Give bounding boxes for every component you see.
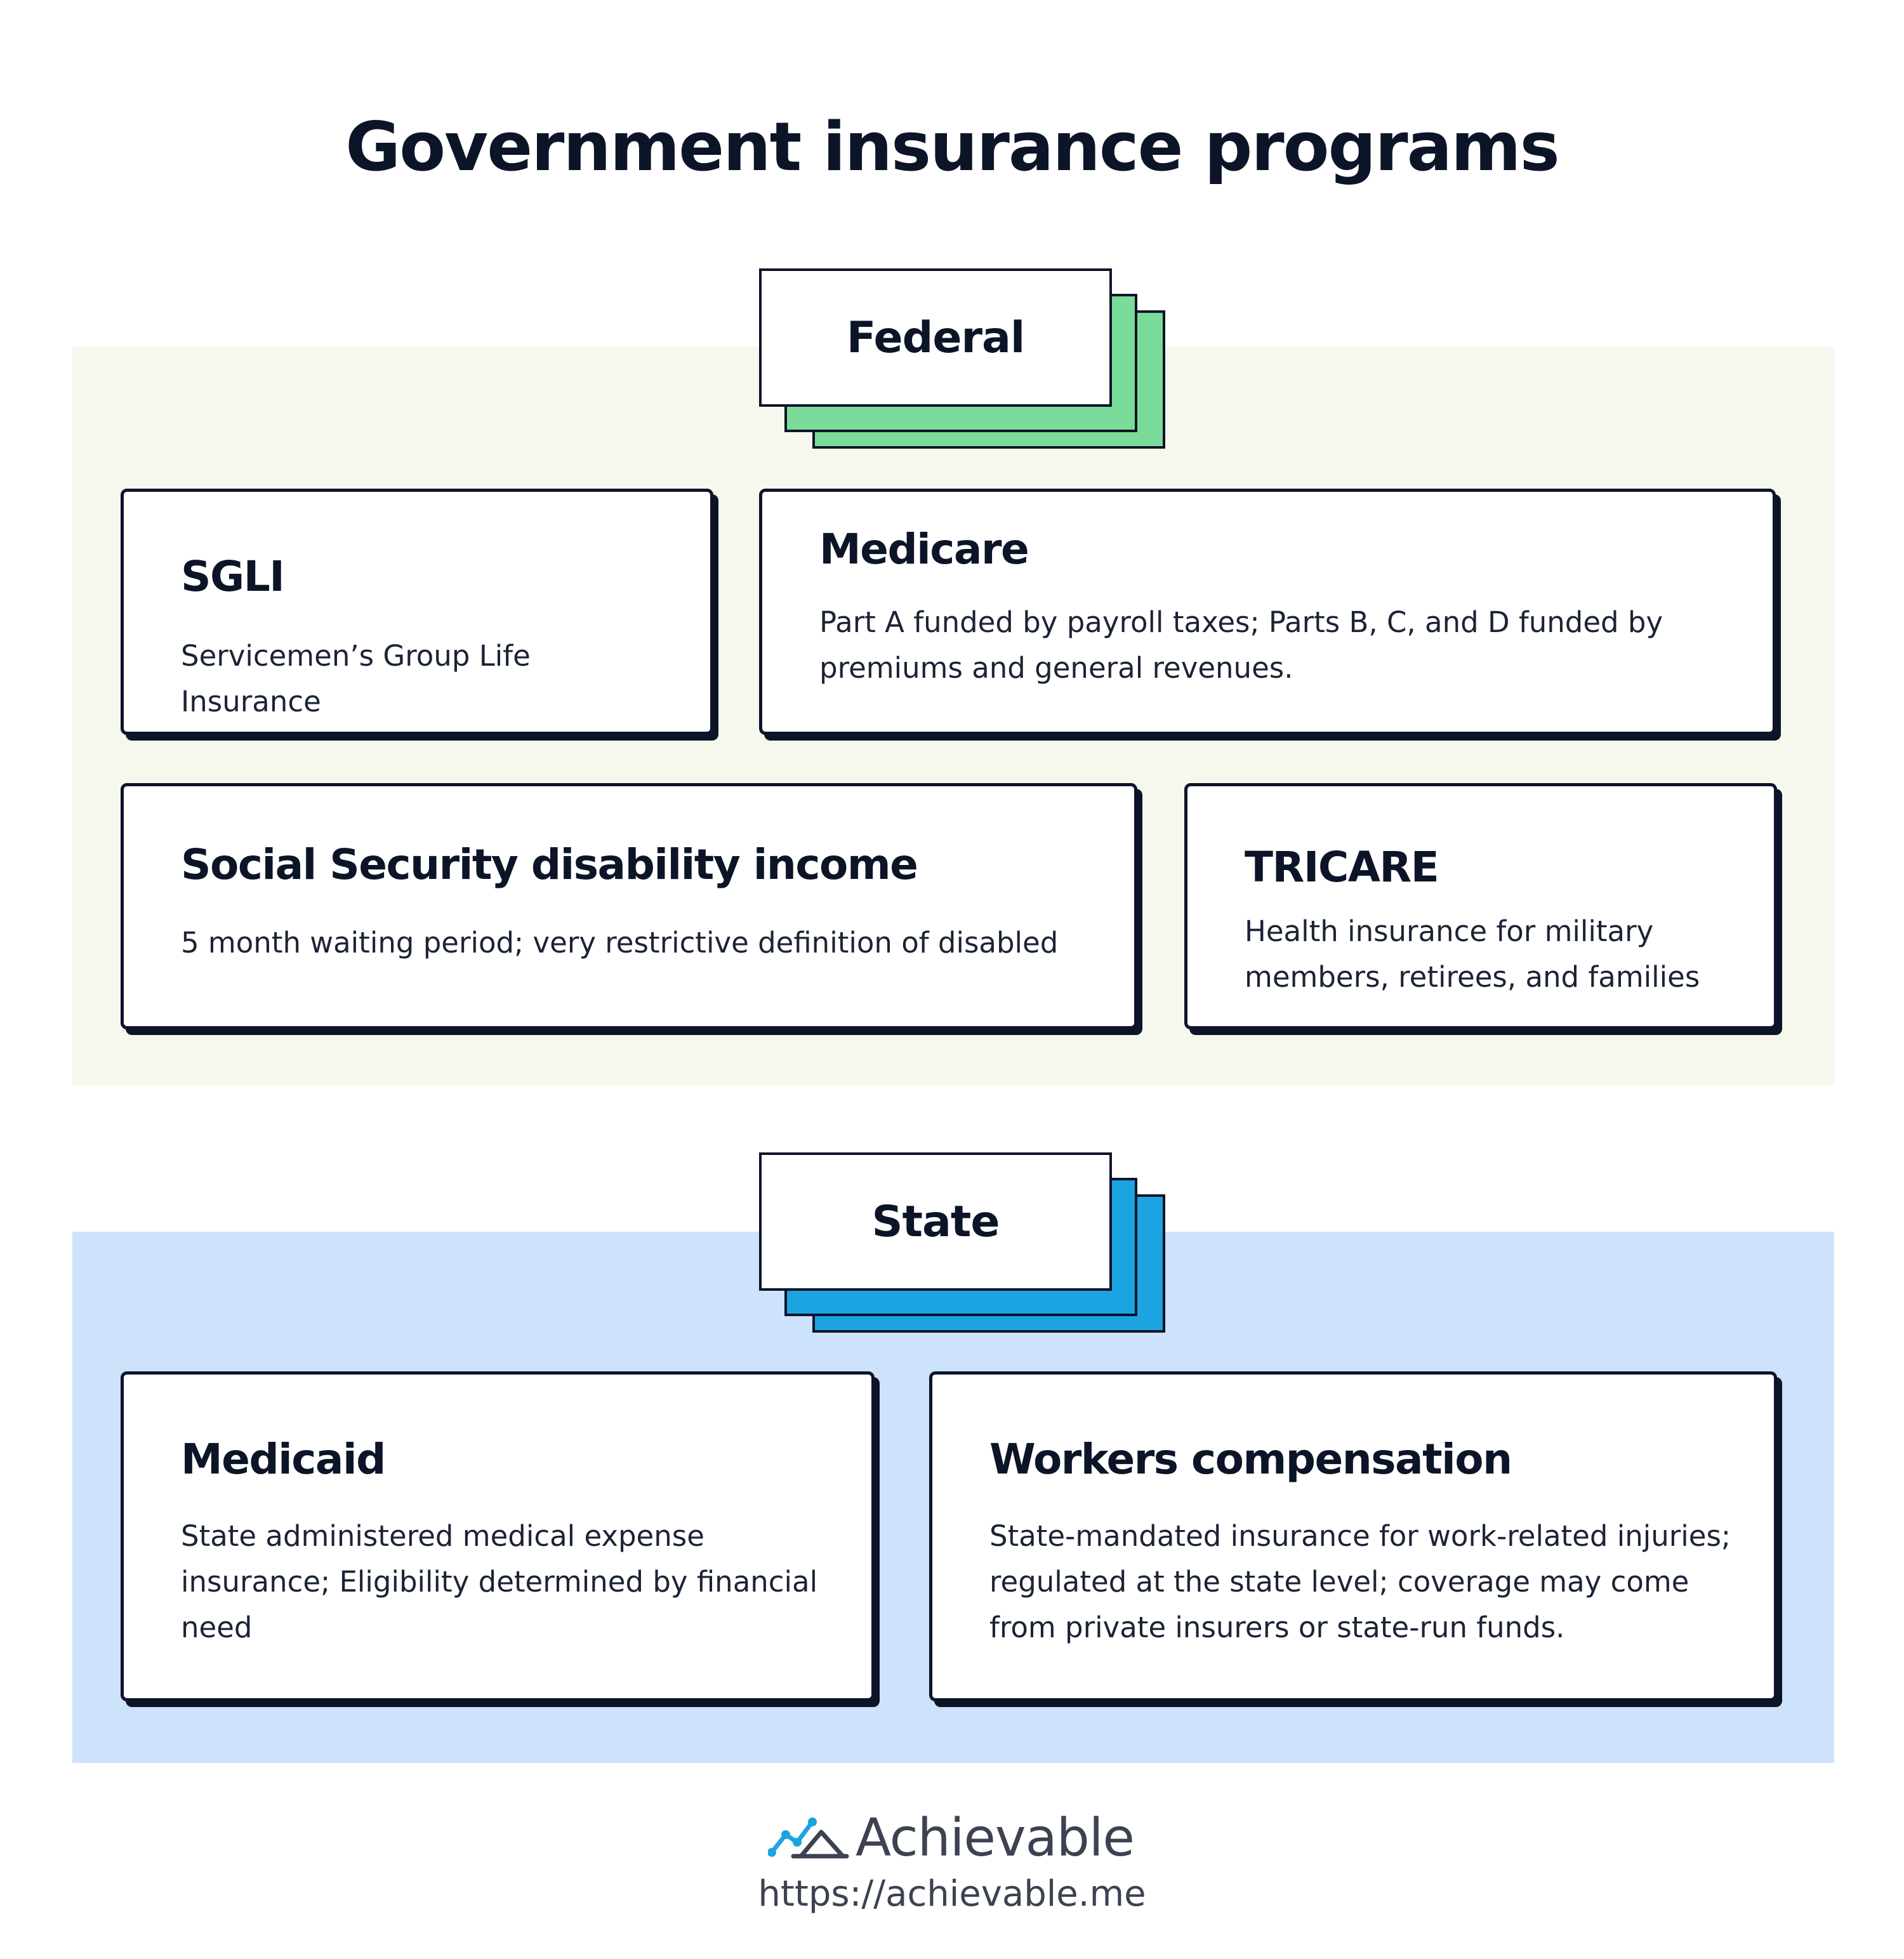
federal-section-header xyxy=(759,268,1140,459)
program-title: Social Security disability income xyxy=(181,840,918,889)
chart-line-icon xyxy=(768,1816,850,1860)
page-title: Government insurance programs xyxy=(345,108,1559,186)
program-description: Servicemen’s Group Life Insurance xyxy=(181,638,531,718)
program-card-tricare xyxy=(1184,783,1777,1029)
program-title: Workers compensation xyxy=(989,1435,1512,1484)
program-description: Part A funded by payroll taxes; Parts B, C, and D funded by premiums and general revenues. xyxy=(819,605,1663,685)
state-label: State xyxy=(759,1152,1112,1291)
program-description: Health insurance for military members, retirees, and families xyxy=(1245,914,1700,994)
program-title: Medicare xyxy=(819,525,1029,574)
program-title: TRICARE xyxy=(1245,843,1439,892)
program-description: State-mandated insurance for work-related injuries; regulated at the state level; coverage may come from private insurers or state-run funds. xyxy=(989,1519,1731,1644)
footer-url[interactable]: https://achievable.me xyxy=(758,1873,1146,1915)
federal-label: Federal xyxy=(759,268,1112,407)
program-card-sgli xyxy=(121,489,713,735)
brand-name: Achievable xyxy=(856,1807,1134,1868)
program-card-social-security-disability xyxy=(121,783,1137,1029)
program-title: SGLI xyxy=(181,552,284,601)
program-description: State administered medical expense insurance; Eligibility determined by financial need xyxy=(181,1519,818,1644)
program-title: Medicaid xyxy=(181,1435,385,1484)
state-section-header xyxy=(759,1152,1140,1343)
program-card-medicare xyxy=(759,489,1776,735)
program-card-workers-compensation xyxy=(929,1371,1777,1701)
brand-logo xyxy=(768,1807,1134,1868)
program-description: 5 month waiting period; very restrictive definition of disabled xyxy=(181,925,1059,960)
program-card-medicaid xyxy=(121,1371,875,1701)
